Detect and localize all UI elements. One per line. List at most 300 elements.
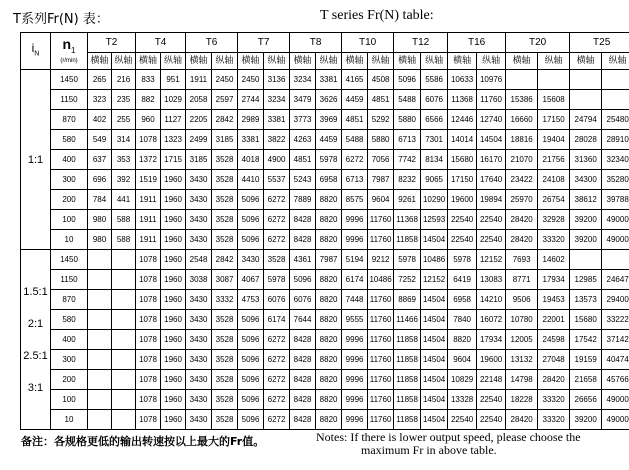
value-cell: 353 — [112, 150, 136, 170]
value-cell: 25480 — [602, 110, 629, 130]
value-cell: 11466 — [394, 310, 421, 330]
value-cell: 3381 — [264, 110, 290, 130]
value-cell — [112, 270, 136, 290]
value-cell: 314 — [112, 130, 136, 150]
value-cell: 3528 — [212, 310, 238, 330]
vertical-axis-label: 纵轴 — [264, 53, 290, 70]
value-cell: 1960 — [161, 310, 186, 330]
value-cell: 2842 — [212, 110, 238, 130]
value-cell: 1078 — [136, 310, 161, 330]
value-cell: 1960 — [161, 390, 186, 410]
speed-cell: 580 — [51, 310, 88, 330]
value-cell: 26656 — [570, 390, 602, 410]
value-cell — [88, 390, 112, 410]
value-cell: 1372 — [136, 150, 161, 170]
value-cell: 28420 — [538, 370, 570, 390]
value-cell: 35280 — [602, 170, 629, 190]
value-cell: 12152 — [477, 250, 506, 270]
value-cell: 22540 — [477, 410, 506, 430]
value-cell: 7693 — [506, 250, 538, 270]
speed-cell: 10 — [51, 410, 88, 430]
table-row — [21, 410, 629, 430]
value-cell: 6272 — [264, 390, 290, 410]
value-cell: 3773 — [290, 110, 316, 130]
value-cell: 1323 — [161, 130, 186, 150]
value-cell: 14504 — [421, 290, 448, 310]
value-cell: 11760 — [368, 370, 394, 390]
table-row — [21, 170, 629, 190]
vertical-axis-label: 纵轴 — [161, 53, 186, 70]
value-cell: 8428 — [290, 410, 316, 430]
value-cell: 3430 — [186, 210, 212, 230]
ratio-label: 1.5:1 — [23, 285, 48, 298]
value-cell: 323 — [88, 90, 112, 110]
vertical-axis-label: 纵轴 — [368, 53, 394, 70]
value-cell: 784 — [88, 190, 112, 210]
value-cell: 6076 — [421, 90, 448, 110]
table-row — [21, 190, 629, 210]
table-row — [21, 150, 629, 170]
value-cell: 4165 — [342, 70, 368, 90]
value-cell: 49000 — [602, 210, 629, 230]
value-cell: 3528 — [212, 150, 238, 170]
table-row — [21, 230, 629, 250]
value-cell: 2450 — [238, 70, 264, 90]
value-cell: 265 — [88, 70, 112, 90]
value-cell: 4067 — [238, 270, 264, 290]
value-cell: 14504 — [421, 370, 448, 390]
value-cell: 960 — [136, 110, 161, 130]
value-cell: 7644 — [290, 310, 316, 330]
table-row — [21, 270, 629, 290]
value-cell — [602, 90, 629, 110]
value-cell: 11760 — [368, 230, 394, 250]
value-cell: 9996 — [342, 410, 368, 430]
model-header: T10 — [342, 33, 394, 53]
value-cell: 19894 — [477, 190, 506, 210]
speed-cell: 870 — [51, 290, 88, 310]
value-cell: 24794 — [570, 110, 602, 130]
value-cell: 4900 — [264, 150, 290, 170]
value-cell: 951 — [161, 70, 186, 90]
value-cell: 14504 — [421, 390, 448, 410]
ratio-label: 2:1 — [27, 317, 44, 330]
value-cell: 3430 — [238, 250, 264, 270]
value-cell: 2842 — [212, 250, 238, 270]
value-cell: 3234 — [264, 90, 290, 110]
value-cell: 8820 — [316, 350, 342, 370]
value-cell: 6419 — [448, 270, 477, 290]
value-cell: 6958 — [316, 170, 342, 190]
value-cell — [88, 330, 112, 350]
value-cell: 13083 — [477, 270, 506, 290]
value-cell: 7840 — [448, 310, 477, 330]
value-cell: 3430 — [186, 370, 212, 390]
value-cell: 37142 — [602, 330, 629, 350]
value-cell: 17542 — [570, 330, 602, 350]
value-cell: 5096 — [238, 230, 264, 250]
value-cell: 6272 — [264, 350, 290, 370]
model-header: T4 — [136, 33, 186, 53]
value-cell: 8820 — [316, 310, 342, 330]
model-header: T20 — [506, 33, 570, 53]
value-cell: 12593 — [421, 210, 448, 230]
value-cell: 5096 — [238, 390, 264, 410]
value-cell: 28420 — [506, 410, 538, 430]
value-cell: 1519 — [136, 170, 161, 190]
value-cell: 13328 — [448, 390, 477, 410]
table-row — [21, 110, 629, 130]
value-cell: 6272 — [264, 210, 290, 230]
value-cell: 588 — [112, 210, 136, 230]
value-cell: 7742 — [394, 150, 421, 170]
value-cell: 12985 — [570, 270, 602, 290]
value-cell: 5537 — [264, 170, 290, 190]
value-cell: 24647 — [602, 270, 629, 290]
value-cell: 5978 — [394, 250, 421, 270]
header-row-axes — [21, 53, 629, 70]
value-cell: 14798 — [506, 370, 538, 390]
value-cell: 33222 — [602, 310, 629, 330]
value-cell: 17150 — [538, 110, 570, 130]
value-cell: 3528 — [212, 190, 238, 210]
value-cell: 1960 — [161, 270, 186, 290]
value-cell: 2989 — [238, 110, 264, 130]
value-cell: 28420 — [506, 230, 538, 250]
horizontal-axis-label: 横轴 — [88, 53, 112, 70]
value-cell: 45766 — [602, 370, 629, 390]
value-cell: 696 — [88, 170, 112, 190]
value-cell: 9996 — [342, 370, 368, 390]
value-cell: 8820 — [316, 330, 342, 350]
value-cell: 9506 — [506, 290, 538, 310]
value-cell: 3430 — [186, 390, 212, 410]
value-cell: 2597 — [212, 90, 238, 110]
value-cell: 19453 — [538, 290, 570, 310]
header-n1: $n_1$ (r/min) — [51, 33, 88, 70]
value-cell: 16072 — [477, 310, 506, 330]
value-cell: 11760 — [368, 210, 394, 230]
value-cell: 11858 — [394, 410, 421, 430]
value-cell: 3528 — [212, 330, 238, 350]
value-cell: 8771 — [506, 270, 538, 290]
value-cell: 15680 — [570, 310, 602, 330]
value-cell: 22148 — [477, 370, 506, 390]
value-cell: 3430 — [186, 310, 212, 330]
value-cell: 16660 — [506, 110, 538, 130]
value-cell: 14504 — [477, 130, 506, 150]
value-cell: 38612 — [570, 190, 602, 210]
value-cell: 49000 — [602, 390, 629, 410]
value-cell: 3969 — [316, 110, 342, 130]
value-cell: 9555 — [342, 310, 368, 330]
value-cell: 21756 — [538, 150, 570, 170]
speed-cell: 1450 — [51, 70, 88, 90]
value-cell: 9261 — [394, 190, 421, 210]
value-cell: 19600 — [477, 350, 506, 370]
value-cell — [88, 370, 112, 390]
ratio-label: 2.5:1 — [23, 349, 48, 362]
value-cell: 9996 — [342, 330, 368, 350]
value-cell: 9604 — [448, 350, 477, 370]
value-cell: 6566 — [421, 110, 448, 130]
value-cell: 1078 — [136, 390, 161, 410]
value-cell: 14504 — [421, 310, 448, 330]
value-cell: 2548 — [186, 250, 212, 270]
value-cell: 8869 — [394, 290, 421, 310]
value-cell: 9996 — [342, 350, 368, 370]
title-english: T series Fr(N) table: — [320, 8, 434, 23]
value-cell: 1911 — [186, 70, 212, 90]
value-cell: 1960 — [161, 330, 186, 350]
header-iN: $i_N$ — [21, 33, 51, 70]
value-cell: 7889 — [290, 190, 316, 210]
value-cell — [88, 410, 112, 430]
value-cell: 17640 — [477, 170, 506, 190]
value-cell: 4851 — [290, 150, 316, 170]
value-cell: 14602 — [538, 250, 570, 270]
value-cell: 10633 — [448, 70, 477, 90]
value-cell: 14504 — [421, 230, 448, 250]
value-cell: 7987 — [368, 170, 394, 190]
value-cell: 3087 — [212, 270, 238, 290]
value-cell: 637 — [88, 150, 112, 170]
value-cell — [88, 290, 112, 310]
value-cell: 5096 — [290, 270, 316, 290]
value-cell: 5096 — [238, 350, 264, 370]
value-cell — [88, 310, 112, 330]
value-cell: 6272 — [264, 190, 290, 210]
value-cell: 5488 — [342, 130, 368, 150]
model-header: T8 — [290, 33, 342, 53]
value-cell: 1911 — [136, 230, 161, 250]
value-cell: 5880 — [368, 130, 394, 150]
value-cell: 9212 — [368, 250, 394, 270]
value-cell: 5488 — [394, 90, 421, 110]
value-cell: 33320 — [538, 410, 570, 430]
model-header: T6 — [186, 33, 238, 53]
value-cell: 6076 — [264, 290, 290, 310]
value-cell: 12740 — [477, 110, 506, 130]
value-cell: 6713 — [342, 170, 368, 190]
vertical-axis-label: 纵轴 — [112, 53, 136, 70]
ratio-label: 1:1 — [27, 153, 44, 166]
value-cell: 1078 — [136, 130, 161, 150]
value-cell: 19600 — [448, 190, 477, 210]
value-cell — [112, 250, 136, 270]
value-cell: 9996 — [342, 390, 368, 410]
value-cell: 3332 — [212, 290, 238, 310]
value-cell: 15608 — [538, 90, 570, 110]
value-cell: 11858 — [394, 350, 421, 370]
value-cell: 6272 — [264, 410, 290, 430]
horizontal-axis-label: 横轴 — [186, 53, 212, 70]
value-cell — [112, 350, 136, 370]
value-cell: 14210 — [477, 290, 506, 310]
value-cell: 10976 — [477, 70, 506, 90]
value-cell: 11858 — [394, 370, 421, 390]
value-cell: 5292 — [368, 110, 394, 130]
value-cell: 18816 — [506, 130, 538, 150]
horizontal-axis-label: 横轴 — [448, 53, 477, 70]
value-cell: 17934 — [477, 330, 506, 350]
value-cell: 392 — [112, 170, 136, 190]
table-row — [21, 130, 629, 150]
value-cell: 34300 — [570, 170, 602, 190]
speed-cell: 400 — [51, 150, 88, 170]
value-cell: 6958 — [448, 290, 477, 310]
value-cell: 27048 — [538, 350, 570, 370]
value-cell: 10486 — [421, 250, 448, 270]
value-cell: 40474 — [602, 350, 629, 370]
table-row — [21, 350, 629, 370]
value-cell: 29400 — [602, 290, 629, 310]
value-cell: 32928 — [538, 210, 570, 230]
model-header: T7 — [238, 33, 290, 53]
value-cell: 8820 — [316, 370, 342, 390]
value-cell: 5096 — [238, 330, 264, 350]
value-cell: 8575 — [342, 190, 368, 210]
value-cell: 22540 — [477, 390, 506, 410]
value-cell: 17934 — [538, 270, 570, 290]
table-row — [21, 390, 629, 410]
value-cell: 9065 — [421, 170, 448, 190]
value-cell: 9604 — [368, 190, 394, 210]
value-cell: 8428 — [290, 210, 316, 230]
note-english-line2: maximum Fr in above table. — [361, 443, 497, 457]
note-english-line1: Notes: If there is lower output speed, please choose the — [316, 430, 581, 444]
model-header: T16 — [448, 33, 506, 53]
value-cell: 1960 — [161, 370, 186, 390]
value-cell: 6272 — [264, 370, 290, 390]
model-header: T12 — [394, 33, 448, 53]
value-cell: 1029 — [161, 90, 186, 110]
speed-cell: 300 — [51, 170, 88, 190]
value-cell: 3528 — [212, 350, 238, 370]
value-cell: 14504 — [421, 350, 448, 370]
value-cell: 3528 — [212, 370, 238, 390]
value-cell: 4459 — [342, 90, 368, 110]
value-cell: 7056 — [368, 150, 394, 170]
value-cell: 8820 — [316, 190, 342, 210]
value-cell: 588 — [112, 230, 136, 250]
value-cell: 8428 — [290, 390, 316, 410]
value-cell: 1960 — [161, 350, 186, 370]
table-row — [21, 330, 629, 350]
value-cell: 1960 — [161, 190, 186, 210]
value-cell: 5096 — [238, 210, 264, 230]
value-cell: 980 — [88, 230, 112, 250]
value-cell: 8232 — [394, 170, 421, 190]
value-cell: 3430 — [186, 230, 212, 250]
value-cell: 3528 — [212, 390, 238, 410]
value-cell — [506, 70, 538, 90]
value-cell: 4018 — [238, 150, 264, 170]
value-cell: 10486 — [368, 270, 394, 290]
vertical-axis-label: 纵轴 — [316, 53, 342, 70]
speed-cell: 1150 — [51, 90, 88, 110]
value-cell: 24108 — [538, 170, 570, 190]
value-cell: 1960 — [161, 410, 186, 430]
value-cell: 13132 — [506, 350, 538, 370]
value-cell: 17150 — [448, 170, 477, 190]
model-header: T25 — [570, 33, 629, 53]
value-cell: 11760 — [368, 350, 394, 370]
value-cell: 5096 — [238, 370, 264, 390]
value-cell: 3528 — [212, 230, 238, 250]
value-cell: 11368 — [448, 90, 477, 110]
value-cell: 10829 — [448, 370, 477, 390]
value-cell: 22001 — [538, 310, 570, 330]
value-cell: 15680 — [448, 150, 477, 170]
value-cell: 2744 — [238, 90, 264, 110]
value-cell: 22540 — [477, 210, 506, 230]
value-cell: 1078 — [136, 330, 161, 350]
value-cell — [88, 270, 112, 290]
value-cell — [112, 310, 136, 330]
value-cell: 22540 — [448, 410, 477, 430]
value-cell: 833 — [136, 70, 161, 90]
value-cell: 33320 — [538, 390, 570, 410]
value-cell: 39788 — [602, 190, 629, 210]
value-cell: 12152 — [421, 270, 448, 290]
table-row — [21, 70, 629, 90]
value-cell: 21070 — [506, 150, 538, 170]
ratio-label: 3:1 — [27, 381, 44, 394]
value-cell: 22540 — [477, 230, 506, 250]
value-cell: 11760 — [368, 290, 394, 310]
value-cell — [602, 70, 629, 90]
value-cell: 8428 — [290, 370, 316, 390]
value-cell: 16170 — [477, 150, 506, 170]
value-cell: 2058 — [186, 90, 212, 110]
value-cell: 5978 — [316, 150, 342, 170]
value-cell: 3136 — [264, 70, 290, 90]
value-cell: 255 — [112, 110, 136, 130]
value-cell: 1078 — [136, 350, 161, 370]
value-cell: 2499 — [186, 130, 212, 150]
value-cell: 3430 — [186, 350, 212, 370]
value-cell: 1078 — [136, 290, 161, 310]
value-cell: 10780 — [506, 310, 538, 330]
speed-cell: 300 — [51, 350, 88, 370]
value-cell: 11760 — [368, 310, 394, 330]
value-cell: 3528 — [212, 410, 238, 430]
value-cell: 5978 — [448, 250, 477, 270]
horizontal-axis-label: 横轴 — [342, 53, 368, 70]
horizontal-axis-label: 横轴 — [290, 53, 316, 70]
value-cell: 5096 — [394, 70, 421, 90]
value-cell: 8820 — [316, 230, 342, 250]
value-cell — [570, 250, 602, 270]
horizontal-axis-label: 横轴 — [394, 53, 421, 70]
value-cell: 19159 — [570, 350, 602, 370]
value-cell: 4851 — [368, 90, 394, 110]
speed-cell: 580 — [51, 130, 88, 150]
value-cell: 11858 — [394, 390, 421, 410]
value-cell: 1960 — [161, 170, 186, 190]
table-row — [21, 290, 629, 310]
table-row — [21, 370, 629, 390]
ratio-cell — [21, 70, 51, 250]
vertical-axis-label: 纵轴 — [477, 53, 506, 70]
value-cell — [570, 70, 602, 90]
value-cell: 7448 — [342, 290, 368, 310]
title-chinese: T系列Fr(N) 表： — [13, 12, 109, 27]
value-cell: 39200 — [570, 210, 602, 230]
horizontal-axis-label: 横轴 — [570, 53, 602, 70]
value-cell: 7987 — [316, 250, 342, 270]
